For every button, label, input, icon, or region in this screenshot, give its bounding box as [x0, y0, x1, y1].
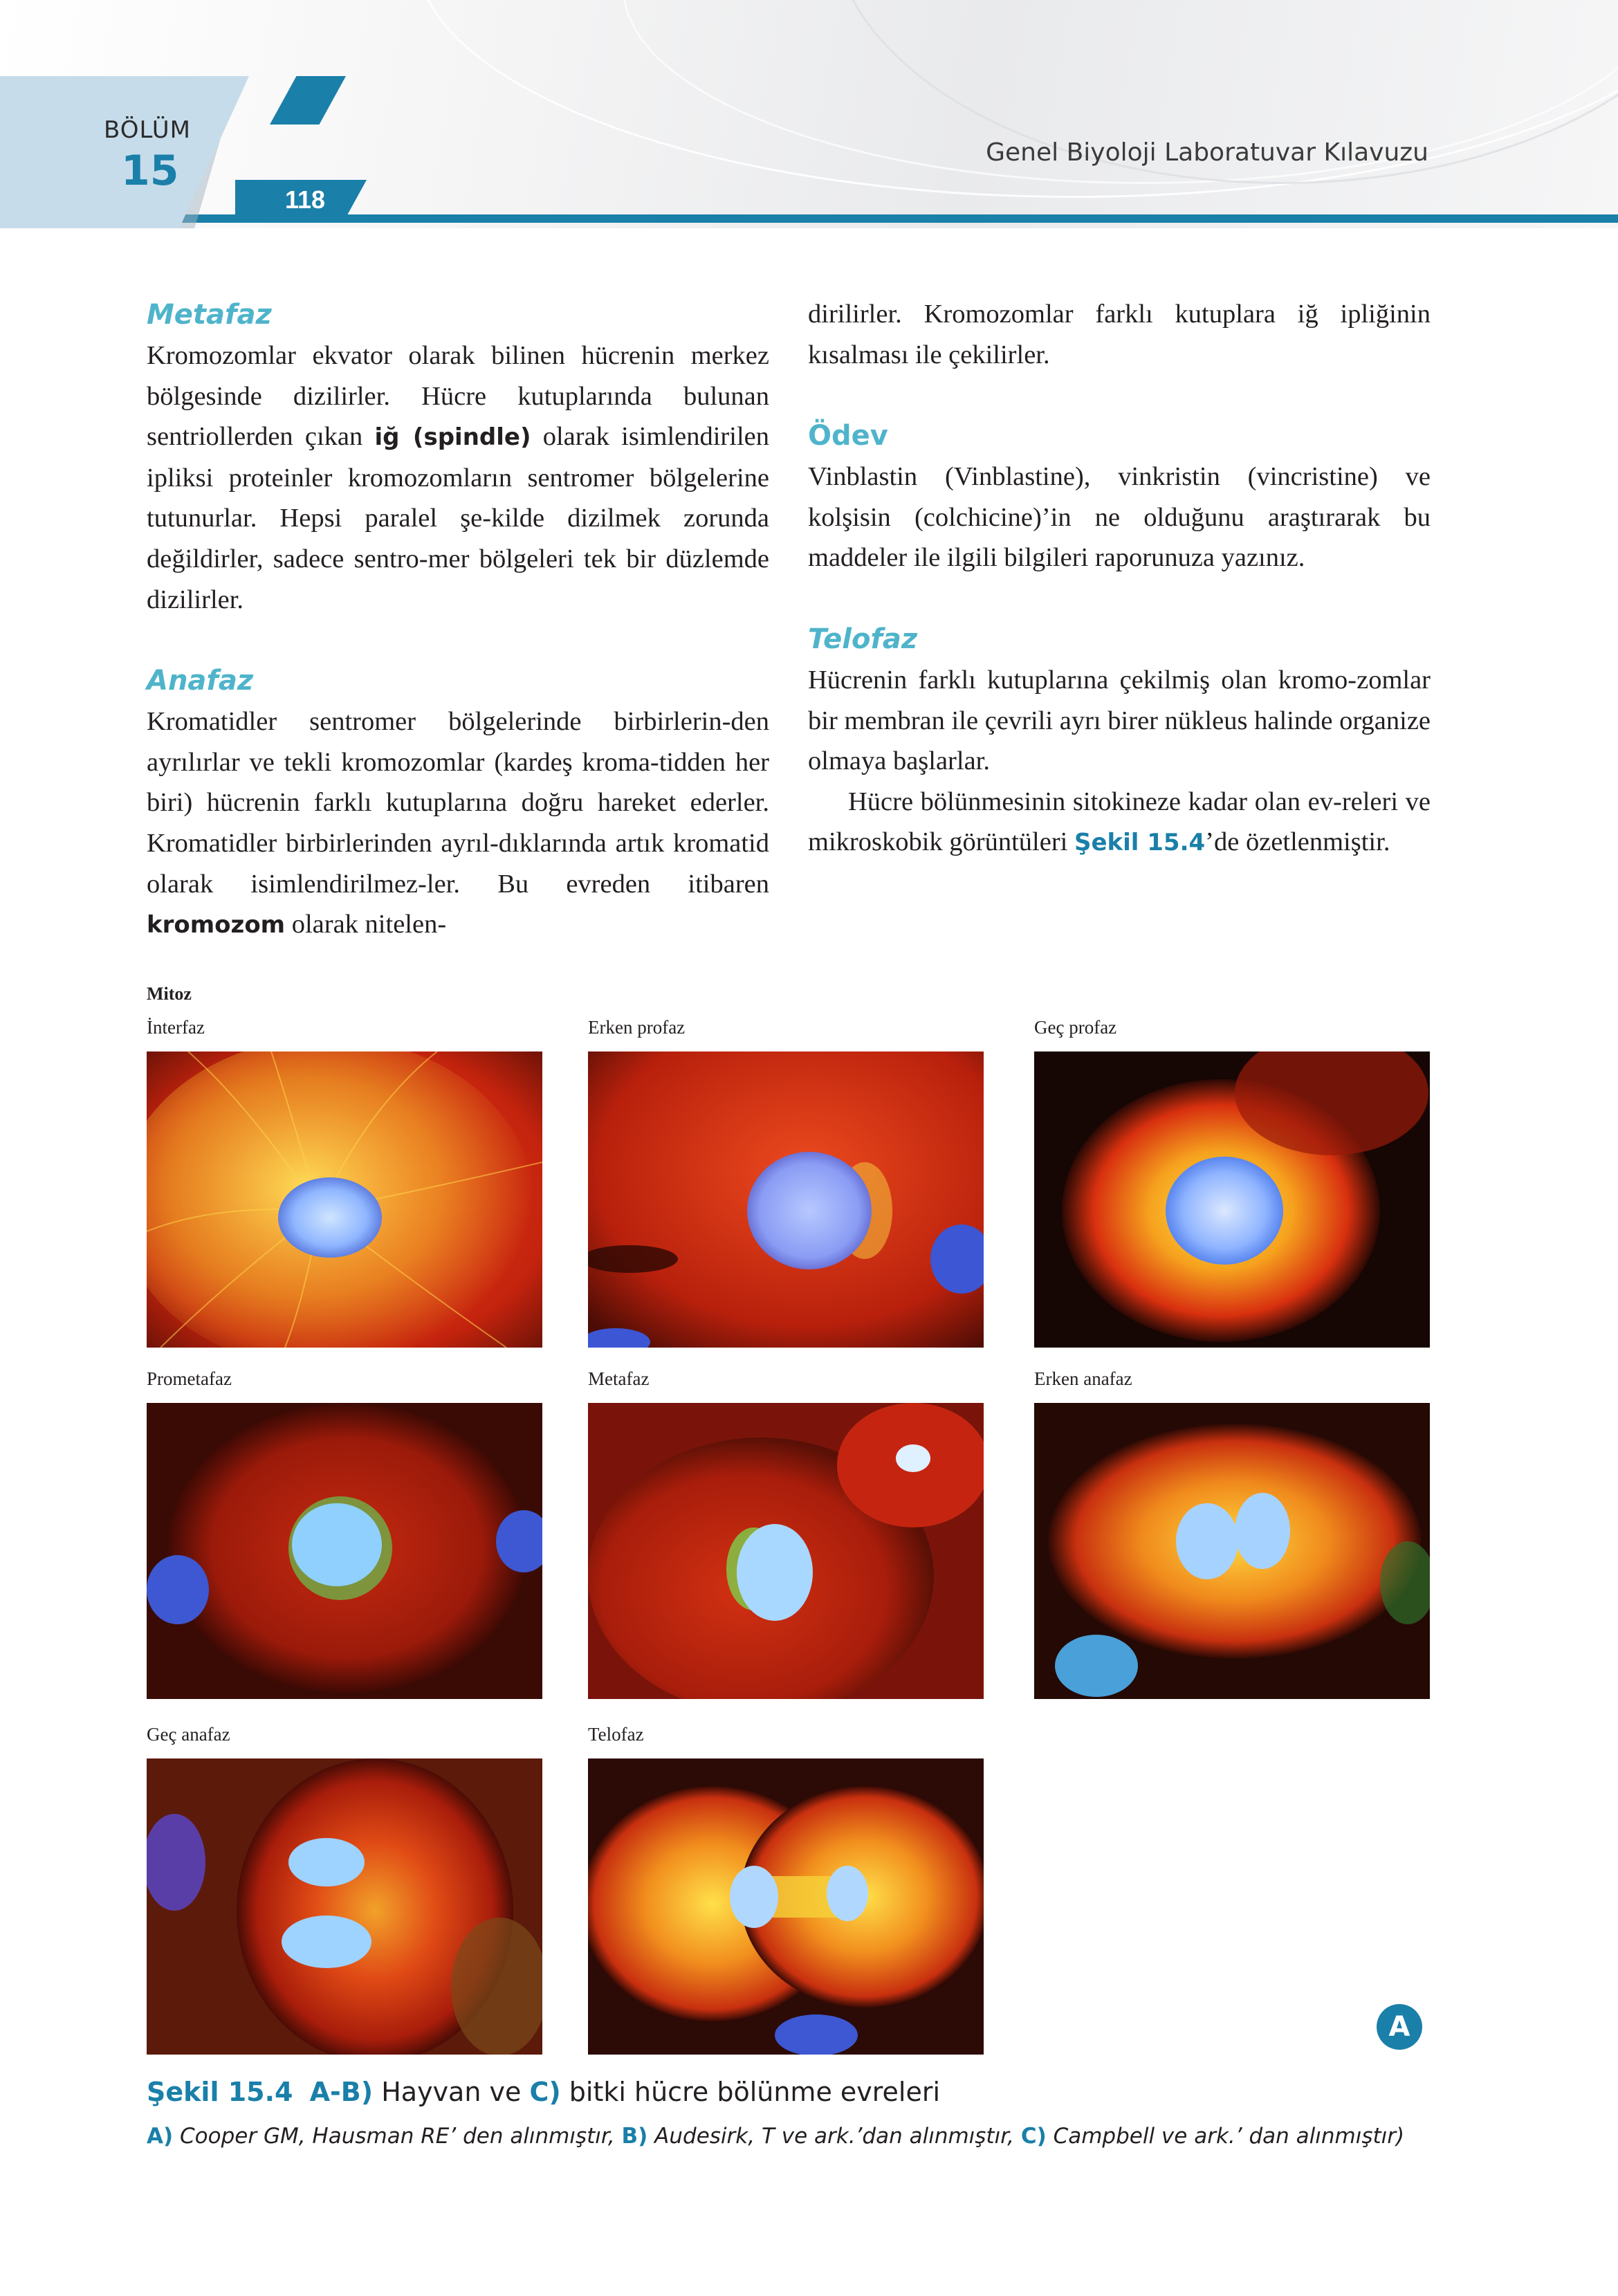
paragraph-telofaz: Hücrenin farklı kutuplarına çekilmiş olan kromo-zomlar bir membran ile çevrili ayrı birer nükleus halinde organize olmaya başlarlar. — [808, 665, 1431, 776]
caption-ab: A-B) — [309, 2077, 374, 2107]
figure-reference-text-1: Hücre bölünmesinin sitokineze kadar olan ev-releri ve mikroskobik görüntüleri — [808, 787, 1431, 857]
panel-label-gec-profaz: Geç profaz — [1034, 1017, 1117, 1038]
credit-b-label: B) — [621, 2124, 648, 2149]
figure-reference-link[interactable]: Şekil 15.4 — [1074, 829, 1206, 857]
panel-label-metafaz: Metafaz — [588, 1368, 650, 1389]
metafaz-text-1: Kromozomlar ekvator olarak bilinen hücrenin merkez bölgesinde dizilirler. Hücre kutuplarında bulunan sentriollerden çıkan — [147, 341, 769, 452]
term-kromozom: kromozom — [147, 911, 286, 939]
metafaz-text-2: olarak isimlendirilen ipliksi proteinler kromozomların sentromer bölgelerine tutunurlar. Hepsi paralel şe-kilde dizilmek zorunda değildirler, sadece sentro-mer bölgeleri tek bir düzlemde dizilirler. — [147, 422, 769, 614]
chapter-number: 15 — [121, 147, 179, 195]
heading-metafaz: Metafaz — [147, 299, 272, 331]
caption-text-2: bitki hücre bölünme evreleri — [560, 2077, 941, 2107]
credit-c-text: Campbell ve ark.’ dan alınmıştır) — [1046, 2124, 1405, 2149]
panel-label-erken-profaz: Erken profaz — [588, 1017, 686, 1038]
heading-anafaz: Anafaz — [147, 665, 254, 697]
panel-label-interfaz: İnterfaz — [147, 1017, 205, 1038]
micrograph-metafaz — [588, 1403, 984, 1699]
paragraph-continuation: dirilirler. Kromozomlar farklı kutuplara iğ ipliğinin kısalması ile çekilirler. — [808, 300, 1431, 369]
micrograph-gec-profaz — [1034, 1051, 1430, 1348]
micrograph-erken-profaz — [588, 1051, 984, 1348]
panel-label-gec-anafaz: Geç anafaz — [147, 1724, 230, 1745]
micrograph-interfaz — [147, 1051, 542, 1348]
term-spindle: iğ (spindle) — [374, 423, 531, 452]
caption-c: C) — [529, 2077, 561, 2107]
micrograph-prometafaz — [147, 1403, 542, 1699]
credit-c-label: C) — [1020, 2124, 1047, 2149]
page-number: 118 — [285, 185, 326, 214]
credit-b-text: Audesirk, T ve ark.’dan alınmıştır, — [647, 2124, 1021, 2149]
right-column — [808, 294, 1431, 863]
paragraph-anafaz — [147, 701, 769, 946]
credit-a-label: A) — [147, 2124, 174, 2149]
panel-label-prometafaz: Prometafaz — [147, 1368, 232, 1389]
anafaz-text-1: Kromatidler sentromer bölgelerinde birbirlerin-den ayrılırlar ve tekli kromozomlar (kardeş kroma-tidden her biri) hücrenin farklı kutuplarına doğru hareket ederler. Kromatidler birbirlerinden ayrıl-dıklarında artık kromatid olarak isimlendirilmez-ler. Bu evreden itibaren — [147, 707, 769, 899]
micrograph-telofaz — [588, 1758, 984, 2055]
anafaz-text-2: olarak nitelen- — [285, 910, 447, 939]
micrograph-erken-anafaz — [1034, 1403, 1430, 1699]
panel-group-badge: A — [1377, 2004, 1422, 2050]
paragraph-odev: Vinblastin (Vinblastine), vinkristin (vincristine) ve kolşisin (colchicine)’in ne olduğunu araştırarak bu maddeler ile ilgili bilgileri raporunuza yazınız. — [808, 462, 1431, 573]
caption-figure-number: Şekil 15.4 — [147, 2077, 293, 2107]
chapter-label: BÖLÜM — [104, 116, 191, 144]
micrograph-gec-anafaz — [147, 1758, 542, 2055]
figure-credits — [147, 2124, 1404, 2149]
panel-label-telofaz: Telofaz — [588, 1724, 644, 1745]
book-title: Genel Biyoloji Laboratuvar Kılavuzu — [986, 138, 1428, 167]
figure-title: Mitoz — [147, 984, 192, 1004]
panel-label-erken-anafaz: Erken anafaz — [1034, 1368, 1132, 1389]
figure-caption — [147, 2077, 940, 2107]
figure-reference-text-2: ’de özetlenmiştir. — [1205, 827, 1390, 857]
paragraph-figure-reference — [808, 782, 1431, 863]
credit-a-text: Cooper GM, Hausman RE’ den alınmıştır, — [173, 2124, 622, 2149]
paragraph-metafaz — [147, 336, 769, 620]
heading-telofaz: Telofaz — [808, 623, 918, 655]
caption-text-1: Hayvan ve — [373, 2077, 530, 2107]
left-column — [147, 294, 769, 946]
heading-odev: Ödev — [808, 420, 888, 452]
